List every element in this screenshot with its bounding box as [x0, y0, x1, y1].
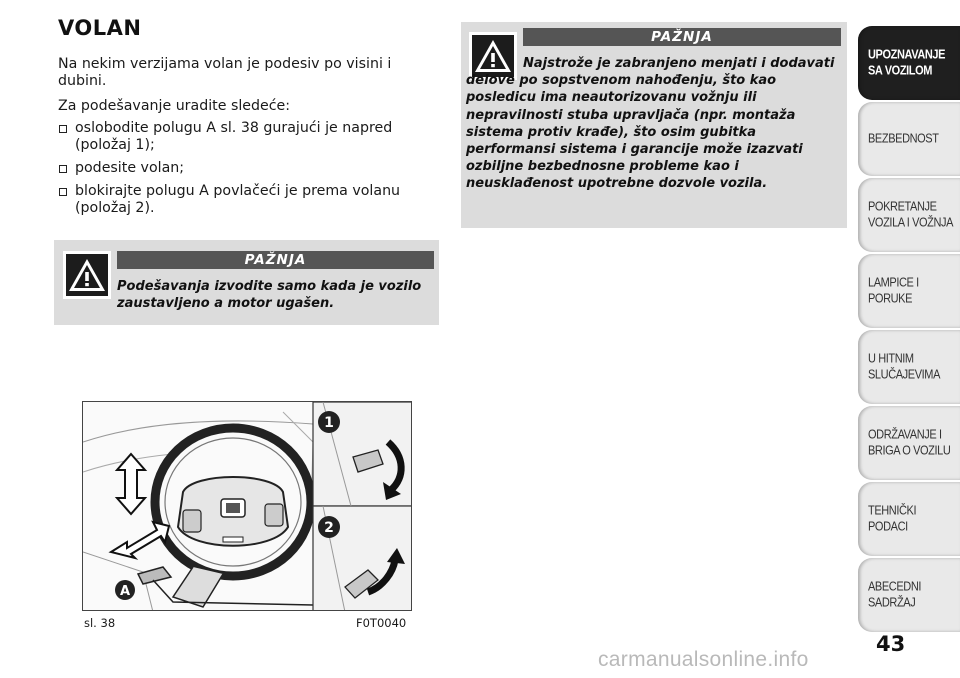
bullet-square-icon: [59, 188, 67, 196]
warning-text: Podešavanja izvodite samo kada je vozilo zaustavljeno a motor ugašen.: [117, 279, 422, 312]
tab-tehnicki-podaci[interactable]: [858, 482, 960, 556]
figure-caption: sl. 38: [84, 616, 116, 630]
warning-heading: PAŽNJA: [117, 251, 434, 269]
warning-box-modifications: [461, 22, 847, 228]
tab-label: LAMPICE I PORUKE: [868, 276, 919, 306]
warning-text: Najstrože je zabranjeno menjati i dodavati delove po sopstvenom nahođenju, što kao posledicu ima neautorizovanu vožnju ili nepravilnosti stuba upravljača (npr. montaža sistema protiv krađe), što osim gubitka performansi sistema i garancije može izazvati ozbiljne bezbednosne probleme kao i neusklađenost upotrebne dozvole vozila.: [466, 56, 835, 192]
callout-2: 2: [324, 520, 334, 536]
section-title: VOLAN: [58, 16, 142, 40]
callout-a: A: [119, 584, 131, 599]
page-number: 43: [876, 632, 906, 656]
steering-wheel-figure: [82, 401, 412, 611]
intro-text: Na nekim verzijama volan je podesiv po visini i dubini.: [58, 56, 392, 89]
figure-code: F0T0040: [356, 616, 407, 630]
bullet-square-icon: [59, 165, 67, 173]
tab-u-hitnim-slucajevima[interactable]: [858, 330, 960, 404]
warning-box-stationary: [54, 240, 439, 325]
steps-list: [58, 120, 403, 223]
tab-bezbednost[interactable]: [858, 102, 960, 176]
tab-label: UPOZNAVANJE SA VOZILOM: [868, 48, 946, 78]
steering-wheel-illustration: [83, 402, 412, 611]
warning-heading: PAŽNJA: [523, 28, 841, 46]
tab-label: POKRETANJE VOZILA I VOŽNJA: [868, 200, 954, 230]
step-item: podesite volan;: [58, 160, 403, 177]
callout-1: 1: [324, 415, 334, 431]
tab-odrzavanje[interactable]: [858, 406, 960, 480]
tab-label: BEZBEDNOST: [868, 132, 939, 146]
tab-abecedni-sadrzaj[interactable]: [858, 558, 960, 632]
tab-label: TEHNIČKI PODACI: [868, 504, 917, 534]
warning-triangle-icon: [63, 251, 111, 299]
step-item: blokirajte polugu A povlačeći je prema volanu (položaj 2).: [58, 183, 403, 217]
tab-label: ABECEDNI SADRŽAJ: [868, 580, 922, 610]
intro-instructions: Za podešavanje uradite sledeće:: [58, 98, 291, 114]
bullet-square-icon: [59, 125, 67, 133]
tab-upoznavanje-sa-vozilom[interactable]: [858, 26, 960, 100]
watermark: carmanualsonline.info: [598, 648, 809, 671]
tab-label: ODRŽAVANJE I BRIGA O VOZILU: [868, 428, 951, 458]
tab-label: U HITNIM SLUČAJEVIMA: [868, 352, 941, 382]
step-item: oslobodite polugu A sl. 38 gurajući je napred (položaj 1);: [58, 120, 403, 154]
tab-lampice-i-poruke[interactable]: [858, 254, 960, 328]
tab-pokretanje-vozila[interactable]: [858, 178, 960, 252]
